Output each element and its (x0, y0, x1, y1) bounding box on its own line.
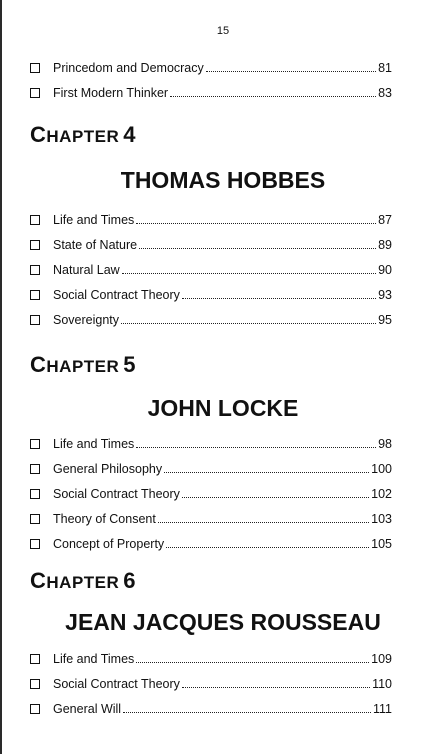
dot-leader (182, 488, 369, 498)
checkbox-bullet-icon (30, 240, 40, 250)
dot-leader (136, 438, 376, 448)
entry-title: Theory of Consent (53, 512, 156, 526)
toc-entry (30, 511, 392, 527)
entry-page: 98 (378, 437, 392, 451)
page-edge (0, 0, 2, 754)
checkbox-bullet-icon (30, 679, 40, 689)
entry-page: 89 (378, 238, 392, 252)
dot-leader (121, 314, 376, 324)
toc-entry (30, 85, 392, 101)
entry-title: Life and Times (53, 652, 135, 666)
toc-entry (30, 701, 392, 717)
entry-title: State of Nature (53, 238, 138, 252)
philosopher-title: THOMAS HOBBES (120, 167, 326, 193)
entry-page: 102 (371, 487, 392, 501)
dot-leader (139, 239, 376, 249)
checkbox-bullet-icon (30, 439, 40, 449)
checkbox-bullet-icon (30, 88, 40, 98)
toc-entry (30, 676, 392, 692)
entry-title: Life and Times (53, 213, 135, 227)
dot-leader (164, 463, 369, 473)
entry-page: 81 (378, 61, 392, 75)
page-number: 15 (216, 25, 230, 37)
entry-page: 100 (371, 462, 392, 476)
toc-entry (30, 60, 392, 76)
toc-entry (30, 461, 392, 477)
toc-entry (30, 536, 392, 552)
entry-page: 105 (371, 537, 392, 551)
checkbox-bullet-icon (30, 489, 40, 499)
dot-leader (136, 653, 369, 663)
entry-page: 103 (371, 512, 392, 526)
toc-entry (30, 486, 392, 502)
toc-entry (30, 312, 392, 328)
philosopher-title: JEAN JACQUES ROUSSEAU (65, 609, 381, 635)
dot-leader (206, 62, 376, 72)
entry-page: 110 (372, 677, 392, 691)
checkbox-bullet-icon (30, 265, 40, 275)
entry-page: 109 (371, 652, 392, 666)
toc-entry (30, 262, 392, 278)
entry-title: General Will (53, 702, 122, 716)
entry-page: 93 (378, 288, 392, 302)
dot-leader (166, 538, 369, 548)
toc-entry (30, 436, 392, 452)
entry-page: 83 (378, 86, 392, 100)
checkbox-bullet-icon (30, 63, 40, 73)
entry-page: 90 (378, 263, 392, 277)
entry-title: First Modern Thinker (53, 86, 169, 100)
entry-page: 87 (378, 213, 392, 227)
toc-entry (30, 237, 392, 253)
chapter-heading: CHAPTER 6 (30, 568, 137, 593)
entry-title: Sovereignty (53, 313, 120, 327)
checkbox-bullet-icon (30, 704, 40, 714)
entry-title: Natural Law (53, 263, 120, 277)
dot-leader (158, 513, 369, 523)
checkbox-bullet-icon (30, 290, 40, 300)
checkbox-bullet-icon (30, 464, 40, 474)
philosopher-title: JOHN LOCKE (147, 395, 299, 421)
entry-title: Social Contract Theory (53, 288, 180, 302)
toc-entry (30, 651, 392, 667)
dot-leader (182, 678, 370, 688)
toc-entry (30, 212, 392, 228)
checkbox-bullet-icon (30, 215, 40, 225)
checkbox-bullet-icon (30, 514, 40, 524)
checkbox-bullet-icon (30, 654, 40, 664)
entry-title: Concept of Property (53, 537, 165, 551)
chapter-heading: CHAPTER 5 (30, 352, 137, 377)
entry-page: 111 (372, 702, 392, 716)
toc-entry (30, 287, 392, 303)
dot-leader (182, 289, 376, 299)
entry-title: Princedom and Democracy (53, 61, 204, 75)
entry-title: Social Contract Theory (53, 487, 180, 501)
dot-leader (122, 264, 376, 274)
entry-title: General Philosophy (53, 462, 163, 476)
entry-page: 95 (378, 313, 392, 327)
entry-title: Life and Times (53, 437, 135, 451)
entry-title: Social Contract Theory (53, 677, 180, 691)
checkbox-bullet-icon (30, 539, 40, 549)
dot-leader (123, 703, 371, 713)
checkbox-bullet-icon (30, 315, 40, 325)
dot-leader (136, 214, 376, 224)
dot-leader (170, 87, 376, 97)
chapter-heading: CHAPTER 4 (30, 122, 137, 147)
